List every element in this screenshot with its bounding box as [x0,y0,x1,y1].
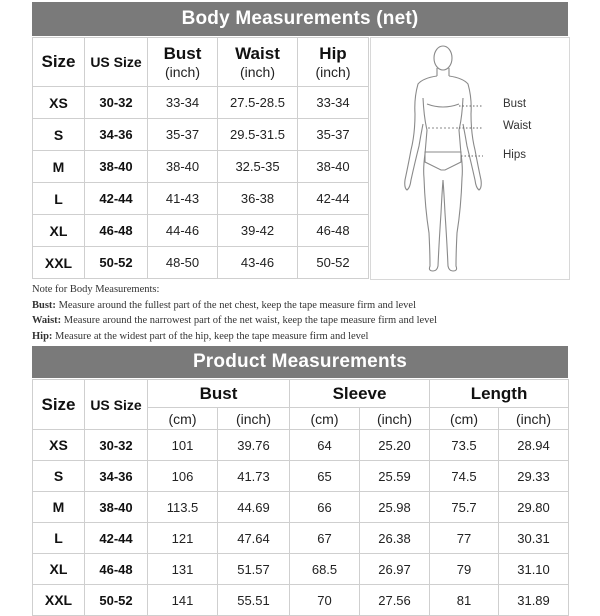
length-inch-cell: 29.80 [499,492,569,523]
bust-cm-cell: 113.5 [148,492,218,523]
bust-cm-cell: 106 [148,461,218,492]
sleeve-inch-cell: 26.97 [360,554,430,585]
us-size-cell: 50-52 [85,585,148,616]
sleeve-inch-cell: 25.20 [360,430,430,461]
us-size-cell: 34-36 [85,119,148,151]
us-size-cell: 34-36 [85,461,148,492]
length-inch-cell: 28.94 [499,430,569,461]
us-size-cell: 38-40 [85,151,148,183]
bust-inch-cell: 55.51 [218,585,290,616]
product-header-row [33,380,569,408]
table-row [33,492,569,523]
body-col-waist-label: Waist [235,44,280,63]
unit-inch: (inch) [499,408,569,430]
table-row [33,87,369,119]
bust-cell: 41-43 [148,183,218,215]
length-cm-cell: 77 [430,523,499,554]
table-row [33,119,369,151]
length-inch-cell: 30.31 [499,523,569,554]
length-cm-cell: 74.5 [430,461,499,492]
waist-cell: 39-42 [218,215,298,247]
body-measurements-table [32,37,369,279]
product-col-us-size: US Size [85,380,148,430]
body-col-size: Size [33,38,85,87]
bust-cell: 33-34 [148,87,218,119]
notes-title: Note for Body Measurements: [32,284,160,295]
bust-cm-cell: 101 [148,430,218,461]
product-col-size: Size [33,380,85,430]
body-outline-illustration [371,38,569,279]
note-waist-text: Measure around the narrowest part of the net waist, keep the tape measure firm and level [63,315,437,326]
us-size-cell: 46-48 [85,215,148,247]
measurement-notes [32,282,568,344]
body-col-us-size: US Size [85,38,148,87]
waist-cell: 27.5-28.5 [218,87,298,119]
us-size-cell: 50-52 [85,247,148,279]
sleeve-cm-cell: 65 [290,461,360,492]
note-hip-text: Measure at the widest part of the hip, keep the tape measure firm and level [55,330,369,342]
waist-cell: 29.5-31.5 [218,119,298,151]
figure-bust-label: Bust [503,98,527,110]
sleeve-inch-cell: 25.98 [360,492,430,523]
sleeve-inch-cell: 25.59 [360,461,430,492]
product-measurements-title: Product Measurements [32,346,568,378]
length-inch-cell: 31.10 [499,554,569,585]
bust-inch-cell: 44.69 [218,492,290,523]
waist-cell: 43-46 [218,247,298,279]
size-cell: S [33,119,85,151]
waist-cell: 36-38 [218,183,298,215]
product-col-bust: Bust [148,380,290,408]
figure-waist-label: Waist [503,120,532,132]
body-measurements-title: Body Measurements (net) [32,2,568,36]
waist-cell: 32.5-35 [218,151,298,183]
length-cm-cell: 81 [430,585,499,616]
length-cm-cell: 73.5 [430,430,499,461]
size-cell: L [33,183,85,215]
unit-inch: (inch) [218,408,290,430]
body-col-waist [218,38,298,87]
body-col-hip-label: Hip [319,44,347,63]
bust-cell: 35-37 [148,119,218,151]
note-hip-label: Hip: [32,330,53,342]
sleeve-cm-cell: 68.5 [290,554,360,585]
bust-inch-cell: 41.73 [218,461,290,492]
bust-cell: 48-50 [148,247,218,279]
sleeve-inch-cell: 26.38 [360,523,430,554]
hip-cell: 35-37 [298,119,369,151]
body-header-row [33,38,369,87]
sleeve-cm-cell: 70 [290,585,360,616]
product-col-length: Length [430,380,569,408]
size-cell: XL [33,554,85,585]
length-cm-cell: 75.7 [430,492,499,523]
body-figure-panel [370,37,570,280]
sleeve-cm-cell: 66 [290,492,360,523]
table-row [33,215,369,247]
length-inch-cell: 29.33 [499,461,569,492]
us-size-cell: 38-40 [85,492,148,523]
sleeve-inch-cell: 27.56 [360,585,430,616]
size-cell: XXL [33,585,85,616]
hip-cell: 33-34 [298,87,369,119]
table-row [33,523,569,554]
note-bust-label: Bust: [32,299,56,311]
table-row [33,585,569,616]
bust-cell: 44-46 [148,215,218,247]
note-bust-text: Measure around the fullest part of the net chest, keep the tape measure firm and level [58,299,417,311]
us-size-cell: 30-32 [85,430,148,461]
us-size-cell: 42-44 [85,523,148,554]
us-size-cell: 46-48 [85,554,148,585]
table-row [33,183,369,215]
bust-inch-cell: 51.57 [218,554,290,585]
unit-cm: (cm) [430,408,499,430]
size-cell: S [33,461,85,492]
product-col-sleeve: Sleeve [290,380,430,408]
size-cell: XXL [33,247,85,279]
note-bust [32,298,568,314]
size-cell: XS [33,430,85,461]
bust-cm-cell: 141 [148,585,218,616]
body-col-hip [298,38,369,87]
sleeve-cm-cell: 67 [290,523,360,554]
unit-cm: (cm) [148,408,218,430]
body-col-waist-unit: (inch) [239,64,275,80]
us-size-cell: 30-32 [85,87,148,119]
table-row [33,430,569,461]
unit-inch: (inch) [360,408,430,430]
length-inch-cell: 31.89 [499,585,569,616]
size-cell: M [33,492,85,523]
table-row [33,151,369,183]
sleeve-cm-cell: 64 [290,430,360,461]
note-hip [32,329,568,345]
size-cell: XS [33,87,85,119]
note-waist [32,313,568,329]
table-row [33,554,569,585]
table-row [33,461,569,492]
hip-cell: 42-44 [298,183,369,215]
body-col-bust-label: Bust [163,44,202,63]
size-cell: M [33,151,85,183]
unit-cm: (cm) [290,408,360,430]
size-cell: XL [33,215,85,247]
product-measurements-table [32,379,569,616]
hip-cell: 46-48 [298,215,369,247]
hip-cell: 38-40 [298,151,369,183]
bust-cm-cell: 121 [148,523,218,554]
body-col-bust [148,38,218,87]
note-waist-label: Waist: [32,315,62,326]
hip-cell: 50-52 [298,247,369,279]
body-col-hip-unit: (inch) [315,64,351,80]
body-col-bust-unit: (inch) [164,64,200,80]
bust-inch-cell: 39.76 [218,430,290,461]
table-row [33,247,369,279]
figure-hips-label: Hips [503,149,527,161]
bust-cm-cell: 131 [148,554,218,585]
size-cell: L [33,523,85,554]
bust-cell: 38-40 [148,151,218,183]
length-cm-cell: 79 [430,554,499,585]
bust-inch-cell: 47.64 [218,523,290,554]
us-size-cell: 42-44 [85,183,148,215]
